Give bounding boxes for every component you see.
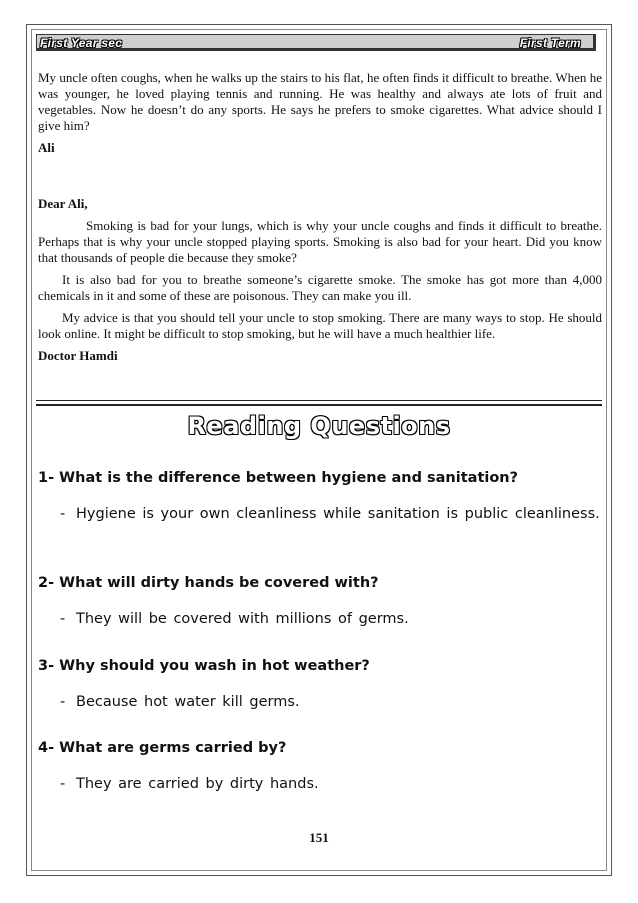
letter-section [38,70,602,370]
answer-text [38,690,602,714]
header-year: First Year sec [40,36,123,50]
problem-paragraph: My uncle often coughs, when he walks up the stairs to his flat, he often finds it difficult to breathe. When he was younger, he loved playing tennis and running. He was healthy and always ate lots of fruit and vegetables. Now he doesn’t do any sports. He says he prefers to smoke cigarettes. What advice should I give him? [38,70,602,133]
sender-name: Ali [38,140,55,155]
answer-dash: - [60,776,66,792]
page-number: 151 [309,830,329,845]
header-bar [36,34,596,51]
divider-line-thick [36,404,602,406]
answer-text [38,502,602,526]
question-text: 3- Why should you wash in hot weather? [38,658,370,674]
answer-content: They will be covered with millions of germs. [76,611,409,627]
greeting: Dear Ali, [38,196,88,211]
answer-dash: - [60,694,66,710]
spacer [38,162,602,192]
question-text: 4- What are germs carried by? [38,740,287,756]
header-term: First Term [519,36,581,50]
reply-paragraph-2: It is also bad for you to breathe someone’s cigarette smoke. The smoke has got more than 4,000 chemicals in it and some of these are poisonous. They can make you ill. [38,272,602,303]
signature: Doctor Hamdi [38,348,118,363]
reply-paragraph-1: Smoking is bad for your lungs, which is why your uncle coughs and finds it difficult to breathe. Perhaps that is why your uncle stopped playing sports. Smoking is also bad for your heart. Did you know that thousands of people die because they smoke? [38,218,602,265]
question-text: 2- What will dirty hands be covered with? [38,575,379,591]
question-block-2 [38,573,602,631]
answer-content: Because hot water kill germs. [76,694,300,710]
question-block-1 [38,468,602,526]
answer-text [38,607,602,631]
answer-dash: - [60,611,66,627]
answer-content: Hygiene is your own cleanliness while sanitation is public cleanliness. [76,506,600,522]
question-block-3 [38,656,602,714]
divider-line [36,400,602,401]
answer-dash: - [60,506,66,522]
section-title: Reading Questions [187,412,451,440]
reply-paragraph-3: My advice is that you should tell your uncle to stop smoking. There are many ways to stop. He should look online. It might be difficult to stop smoking, but he will have a much healthier life. [38,310,602,341]
answer-text [38,772,602,796]
question-block-4 [38,738,602,796]
question-text: 1- What is the difference between hygiene and sanitation? [38,470,519,486]
answer-content: They are carried by dirty hands. [76,776,319,792]
